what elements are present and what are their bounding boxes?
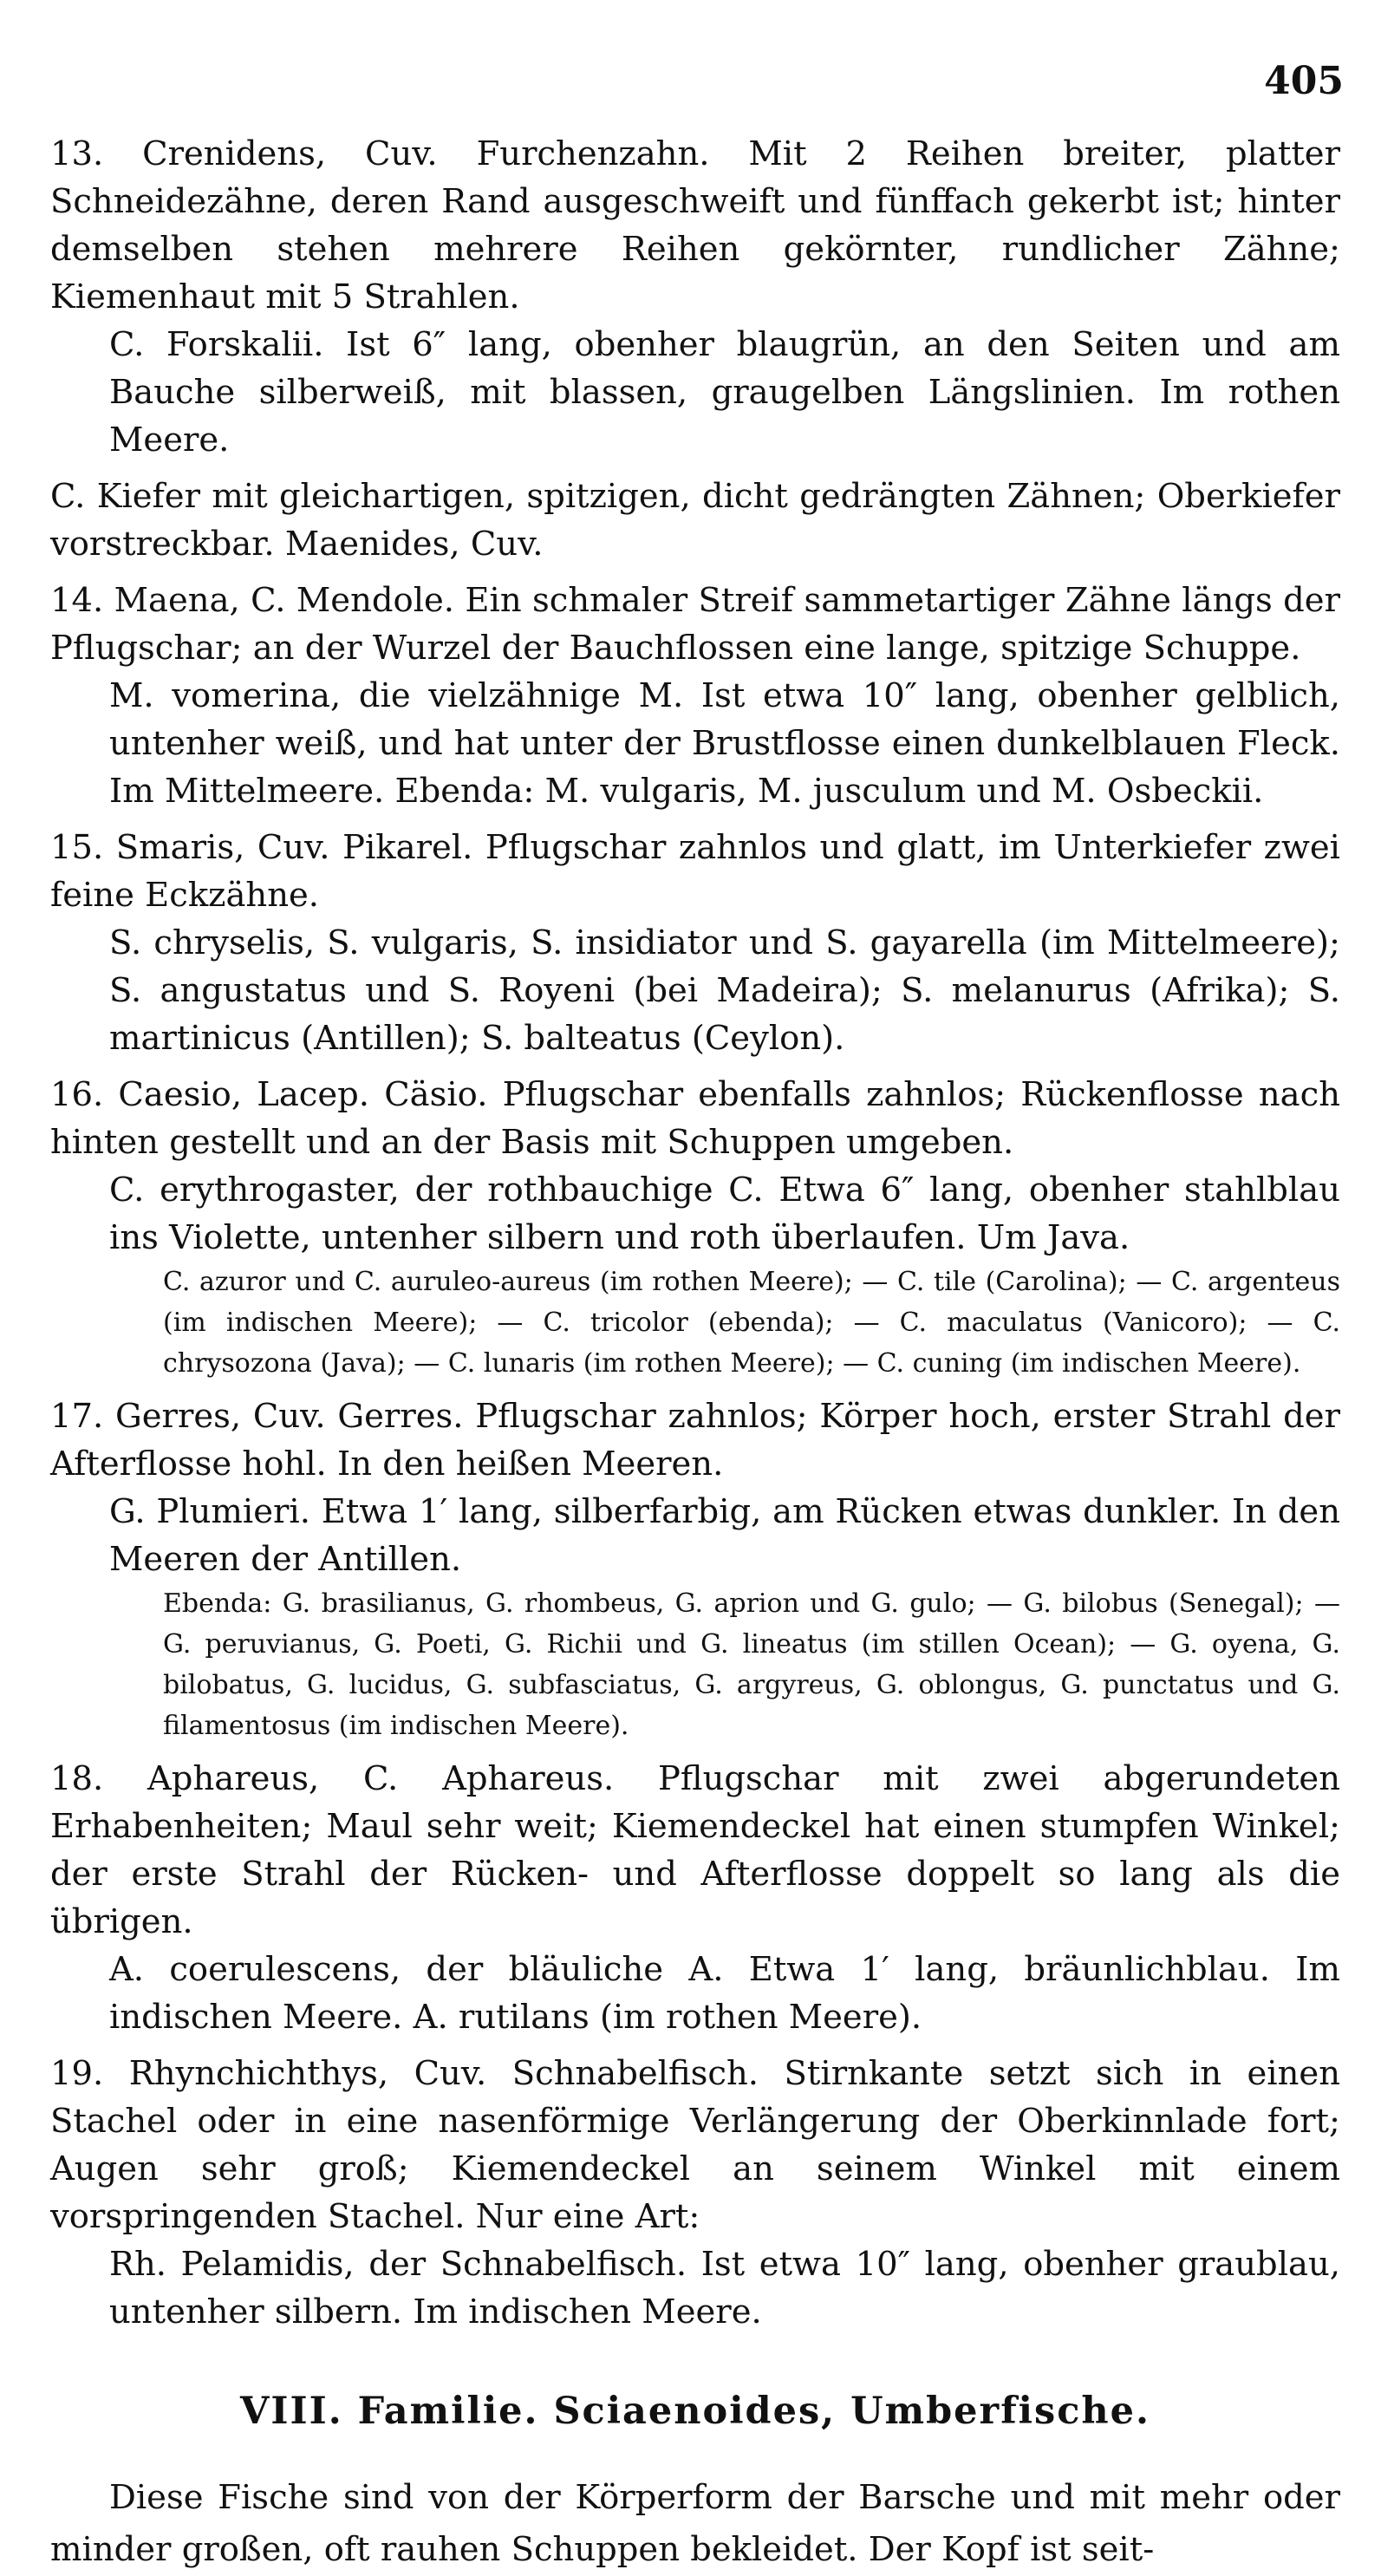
other-species-list: C. azuror und C. auruleo-aureus (im rothen Meere); — C. tile (Carolina); — C. argenteus (im indischen Meere); — C. tricolor (ebenda); — C. maculatus (Vanicoro); — C. chrysozona (Java); — C. lunaris (im rothen Meere); — C. cuning (im indischen Meere). bbox=[163, 1267, 1340, 1379]
species-description: S. chryselis, S. vulgaris, S. insidiator und S. gayarella (im Mittelmeere); S. angustatus und S. Royeni (bei Madeira); S. melanurus (Afrika); S. martinicus (Antillen); S. balteatus (Ceylon). bbox=[109, 923, 1340, 1058]
species-description: M. vomerina, die vielzähnige M. Ist etwa 10″ lang, obenher gelblich, untenher weiß, und hat unter der Brustflosse einen dunkelblauen Fleck. Im Mittelmeere. Ebenda: M. vulgaris, M. jusculum und M. Osbeckii. bbox=[109, 676, 1340, 811]
intro-line: Diese Fische sind von der Körperform der Barsche und mit mehr bbox=[109, 2478, 1249, 2517]
genus-entry-caesio bbox=[50, 1071, 1340, 1384]
other-species-list: Ebenda: G. brasilianus, G. rhombeus, G. aprion und G. gulo; — G. bilobus (Senegal); — G. peruvianus, G. Poeti, G. Richii und G. lineatus (im stillen Ocean); — G. oyena, G. bilobatus, G. lucidus, G. subfasciatus, G. argyreus, G. oblongus, G. punctatus und G. filamentosus (im indischen Meere). bbox=[163, 1588, 1340, 1741]
genus-entry-aphareus bbox=[50, 1755, 1340, 2041]
genus-description: 18. Aphareus, C. Aphareus. Pflugschar mit zwei abgerundeten Erhabenheiten; Maul sehr weit; Kiemendeckel hat einen stumpfen Winkel; der erste Strahl der Rücken- und Afterflosse doppelt so lang als die übrigen. bbox=[50, 1759, 1340, 1941]
group-heading-maenides bbox=[50, 473, 1340, 568]
genus-entry-smaris bbox=[50, 824, 1340, 1062]
page-number: 405 bbox=[1264, 59, 1344, 103]
genus-description: 13. Crenidens, Cuv. Furchenzahn. Mit 2 Reihen breiter, platter Schneidezähne, deren Rand ausgeschweift und fünffach gekerbt ist; hinter demselben stehen mehrere Reihen gekörnter, rundlicher Zähne; Kiemenhaut mit 5 Strahlen. bbox=[50, 134, 1340, 316]
genus-description: 16. Caesio, Lacep. Cäsio. Pflugschar ebenfalls zahnlos; Rückenflosse nach hinten gestellt und an der Basis mit Schuppen umgeben. bbox=[50, 1075, 1340, 1162]
group-description: C. Kiefer mit gleichartigen, spitzigen, dicht gedrängten Zähnen; Oberkiefer vorstreckbar. Maenides, Cuv. bbox=[50, 477, 1340, 564]
species-description: A. coerulescens, der bläuliche A. Etwa 1′ lang, bräunlichblau. Im indischen Meere. A. rutilans (im rothen Meere). bbox=[109, 1950, 1340, 2037]
genus-description: 14. Maena, C. Mendole. Ein schmaler Streif sammetartiger Zähne längs der Pflugschar; an der Wurzel der Bauchflossen eine lange, spitzige Schuppe. bbox=[50, 581, 1340, 668]
family-heading: VIII. Familie. Sciaenoides, Umberfische. bbox=[239, 2390, 1151, 2433]
genus-entry-rhynchichthys bbox=[50, 2050, 1340, 2336]
intro-line: oder minder großen, oft rauhen Schuppen bekleidet. Der Kopf ist seit- bbox=[50, 2478, 1340, 2569]
genus-description: 15. Smaris, Cuv. Pikarel. Pflugschar zahnlos und glatt, im Unterkiefer zwei feine Eckzähne. bbox=[50, 828, 1340, 915]
genus-entry-crenidens bbox=[50, 130, 1340, 464]
species-description: Rh. Pelamidis, der Schnabelfisch. Ist etwa 10″ lang, obenher graublau, untenher silbern. Im indischen Meere. bbox=[109, 2245, 1340, 2331]
page-body bbox=[50, 130, 1340, 2576]
genus-entry-maena bbox=[50, 577, 1340, 815]
family-intro bbox=[50, 2472, 1340, 2576]
genus-entry-gerres bbox=[50, 1392, 1340, 1746]
genus-description: 17. Gerres, Cuv. Gerres. Pflugschar zahnlos; Körper hoch, erster Strahl der Afterflosse hohl. In den heißen Meeren. bbox=[50, 1397, 1340, 1484]
species-description: C. erythrogaster, der rothbauchige C. Etwa 6″ lang, obenher stahlblau ins Violette, untenher silbern und roth überlaufen. Um Java. bbox=[109, 1171, 1340, 1257]
species-description: G. Plumieri. Etwa 1′ lang, silberfarbig, am Rücken etwas dunkler. In den Meeren der Antillen. bbox=[109, 1492, 1340, 1579]
genus-description: 19. Rhynchichthys, Cuv. Schnabelfisch. Stirnkante setzt sich in einen Stachel oder in eine nasenförmige Verlängerung der Oberkinnlade fort; Augen sehr groß; Kiemendeckel an seinem Winkel mit einem vorspringenden Stachel. Nur eine Art: bbox=[50, 2054, 1340, 2236]
species-description: C. Forskalii. Ist 6″ lang, obenher blaugrün, an den Seiten und am Bauche silberweiß, mit blassen, graugelben Längslinien. Im rothen Meere. bbox=[109, 325, 1340, 460]
